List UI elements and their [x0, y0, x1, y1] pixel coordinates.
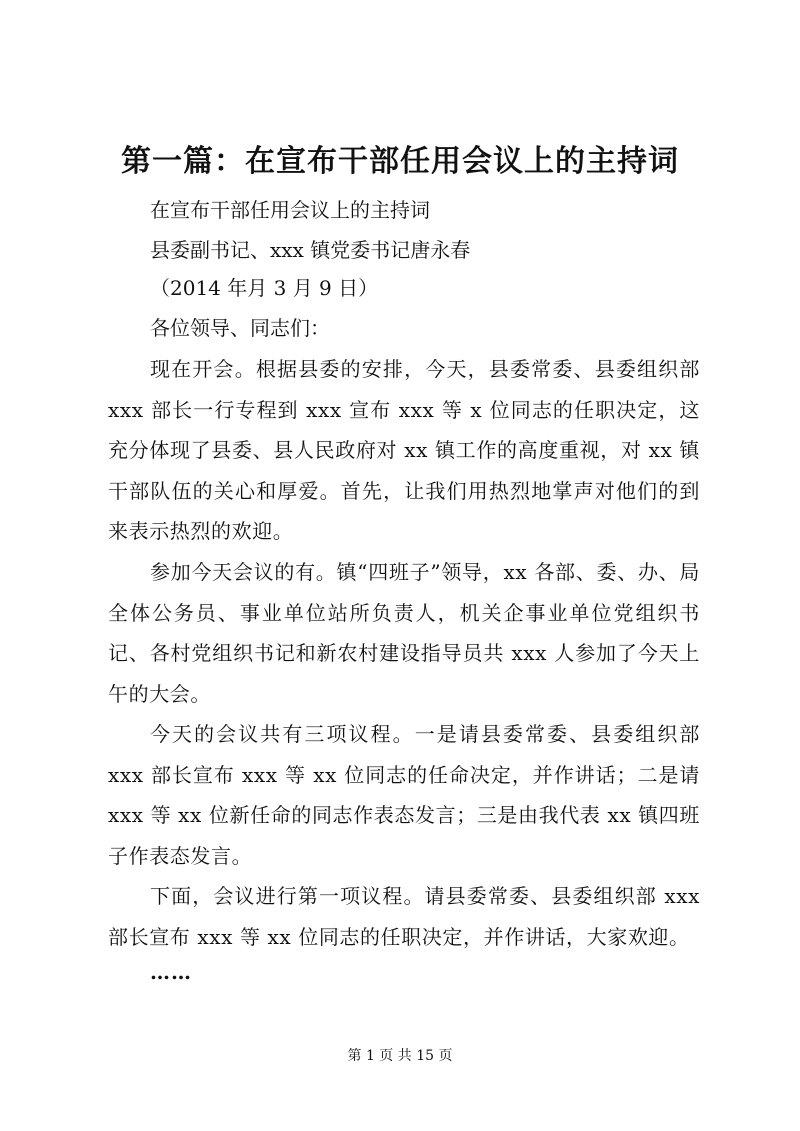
- document-subtitle: 在宣布干部任用会议上的主持词: [150, 198, 430, 222]
- paragraph-agenda: 今天的会议共有三项议程。一是请县委常委、县委组织部 xxx 部长宣布 xxx 等 xx 位同志的任命决定，并作讲话；二是请 xxx 等 xx 位新任命的同志作表态发言；三是由我代表 xx 镇四班子作表态发言。: [108, 722, 700, 868]
- document-date: （2014 年月 3 月 9 日）: [150, 276, 379, 300]
- paragraph-opening: 现在开会。根据县委的安排，今天，县委常委、县委组织部 xxx 部长一行专程到 xxx 宣布 xxx 等 x 位同志的任职决定，这充分体现了县委、县人民政府对 xx 镇工作的高度重视，对 xx 镇干部队伍的关心和厚爱。首先，让我们用热烈地掌声对他们的到来表示热烈的欢迎。: [108, 357, 700, 543]
- paragraph-first-item: 下面，会议进行第一项议程。请县委常委、县委组织部 xxx 部长宣布 xxx 等 xx 位同志的任职决定，并作讲话，大家欢迎。: [108, 884, 700, 949]
- page-number-footer: 第 1 页 共 15 页: [347, 1048, 453, 1064]
- paragraph-attendees: 参加今天会议的有。镇“四班子”领导，xx 各部、委、办、局全体公务员、事业单位站所负责人，机关企事业单位党组织书记、各村党组织书记和新农村建设指导员共 xxx 人参加了今天上午的大会。: [108, 560, 700, 706]
- document-author: 县委副书记、xxx 镇党委书记唐永春: [150, 238, 471, 262]
- document-title: 第一篇：在宣布干部任用会议上的主持词: [121, 144, 679, 179]
- document-salutation: 各位领导、同志们：: [150, 316, 330, 340]
- ellipsis-text: ……: [150, 960, 192, 984]
